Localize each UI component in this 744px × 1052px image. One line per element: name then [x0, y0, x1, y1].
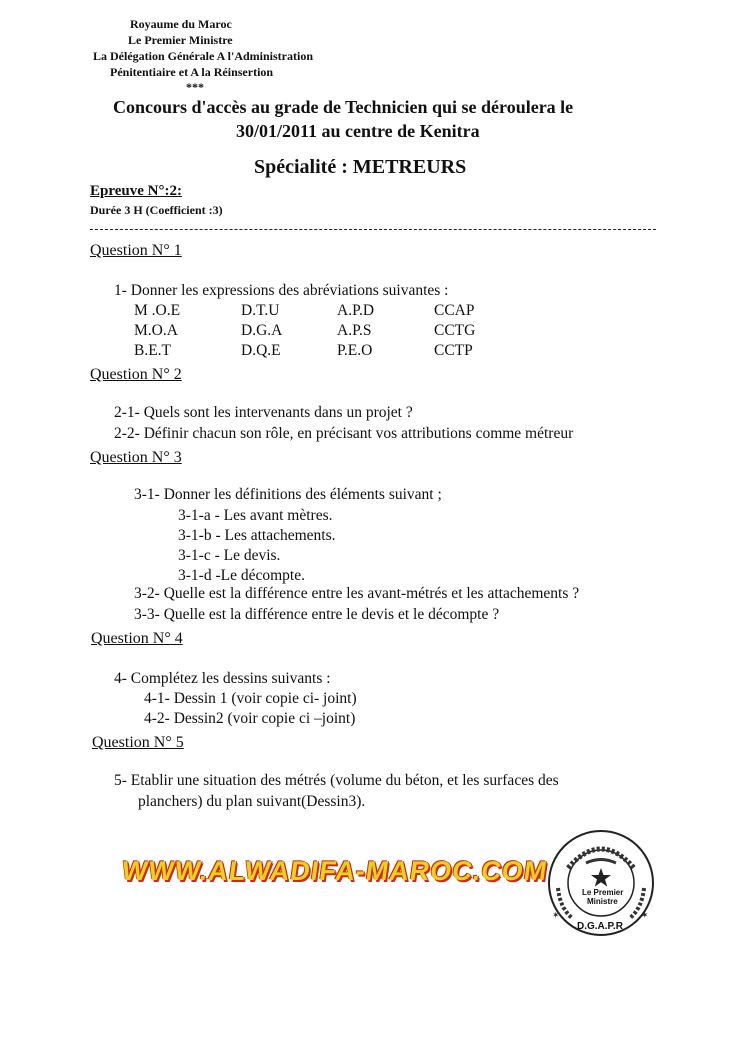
question-4-item: 4-2- Dessin2 (voir copie ci –joint) — [144, 710, 356, 727]
stamp-center-line1: Le Premier — [582, 888, 624, 897]
question-4-item: 4-1- Dessin 1 (voir copie ci- joint) — [144, 690, 357, 707]
question-2-heading: Question N° 2 — [90, 366, 182, 383]
question-3-item: 3-2- Quelle est la différence entre les avant-métrés et les attachements ? — [134, 585, 580, 602]
question-2-item: 2-1- Quels sont les intervenants dans un projet ? — [114, 404, 413, 421]
abbr-cell: A.P.D — [337, 302, 375, 319]
exam-title-line2: 30/01/2011 au centre de Kenitra — [236, 121, 480, 141]
question-1-heading: Question N° 1 — [90, 242, 182, 259]
abbr-cell: CCTG — [434, 322, 476, 339]
speciality-title: Spécialité : METREURS — [254, 156, 467, 178]
abbr-cell: A.P.S — [337, 322, 372, 339]
question-4-prompt: 4- Complétez les dessins suivants : — [114, 670, 331, 687]
question-5-line2: planchers) du plan suivant(Dessin3). — [138, 793, 366, 810]
header-delegation: La Délégation Générale A l'Administration — [93, 49, 313, 63]
abbr-cell: D.Q.E — [241, 342, 281, 359]
question-5-line1: 5- Etablir une situation des métrés (volume du béton, et les surfaces des — [114, 772, 559, 789]
question-1-prompt: 1- Donner les expressions des abréviations suivantes : — [114, 282, 449, 299]
question-3-heading: Question N° 3 — [90, 449, 182, 466]
stamp-center-line2: Ministre — [587, 897, 618, 906]
svg-text:✶: ✶ — [641, 911, 649, 921]
epreuve-label: Epreuve N°:2: — [90, 183, 182, 199]
duree-label: Durée 3 H (Coefficient :3) — [90, 203, 223, 217]
question-3-item: 3-3- Quelle est la différence entre le devis et le décompte ? — [134, 606, 500, 623]
official-stamp — [546, 828, 656, 938]
abbr-cell: D.T.U — [241, 302, 280, 319]
question-3-subitem: 3-1-b - Les attachements. — [178, 527, 336, 544]
question-4-heading: Question N° 4 — [91, 630, 183, 647]
header-ministry: Le Premier Ministre — [128, 33, 233, 47]
abbr-cell: CCAP — [434, 302, 475, 319]
separator-line — [90, 229, 656, 230]
abbr-cell: P.E.O — [337, 342, 373, 359]
header-stars: *** — [186, 80, 204, 94]
abbr-cell: D.G.A — [241, 322, 283, 339]
abbr-cell: CCTP — [434, 342, 473, 359]
stamp-bottom-text: D.G.A.P.R — [577, 921, 623, 932]
question-3-prompt: 3-1- Donner les définitions des éléments suivant ; — [134, 486, 442, 503]
abbr-cell: M.O.A — [134, 322, 178, 339]
question-5-heading: Question N° 5 — [92, 734, 184, 751]
svg-text:✶: ✶ — [552, 911, 560, 921]
header-penitentiary: Pénitentiaire et A la Réinsertion — [110, 65, 274, 79]
website-watermark: WWW.ALWADIFA-MAROC.COM — [119, 856, 550, 886]
header-kingdom: Royaume du Maroc — [130, 17, 232, 31]
question-3-subitem: 3-1-d -Le décompte. — [178, 567, 305, 584]
question-3-subitem: 3-1-c - Le devis. — [178, 547, 281, 564]
abbr-cell: B.E.T — [134, 342, 172, 359]
question-3-subitem: 3-1-a - Les avant mètres. — [178, 507, 333, 524]
exam-title-line1: Concours d'accès au grade de Technicien qui se déroulera le — [113, 97, 574, 117]
abbr-cell: M .O.E — [134, 302, 181, 319]
question-2-item: 2-2- Définir chacun son rôle, en précisant vos attributions comme métreur — [114, 425, 574, 442]
